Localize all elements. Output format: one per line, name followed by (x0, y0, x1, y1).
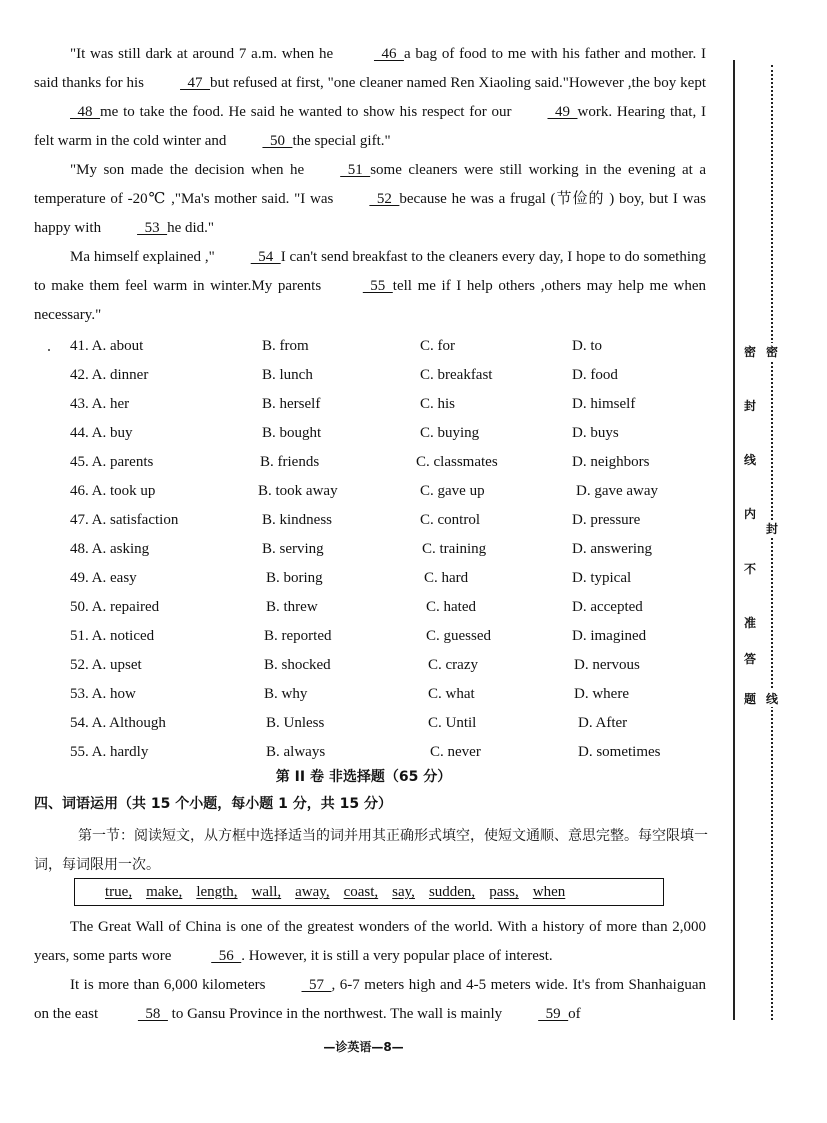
answer-blank: 59 (538, 1006, 569, 1022)
answer-blank: 46 (373, 46, 404, 62)
option-c: C. never (430, 744, 481, 760)
word-bank-item: say, (392, 884, 415, 900)
passage-text: The Great Wall of China is one of the greatest wonders of the world. With a history of more than 2,000 years, some parts wore (34, 919, 706, 964)
option-a: 54. A. Although (70, 715, 166, 731)
option-d: D. gave away (576, 483, 659, 499)
option-d: D. pressure (572, 512, 641, 528)
question-row (0, 332, 727, 361)
instructions (34, 822, 710, 880)
passage-text: but refused at first, "one cleaner named Ren Xiaoling said."However ,the boy kept (210, 75, 706, 91)
passage-text: the special gift." (292, 133, 391, 149)
option-c: C. hated (426, 599, 476, 615)
passage-text: "It was still dark at around 7 a.m. when he (70, 46, 338, 62)
option-b: B. reported (264, 628, 332, 644)
word-bank-item: pass, (489, 884, 519, 900)
option-b: B. shocked (264, 657, 331, 673)
question-row (0, 564, 727, 593)
question-row (0, 651, 727, 680)
volume-heading: 第 II 卷 非选择题（65 分） (275, 769, 452, 785)
seal-warning-char: 不 (743, 562, 756, 576)
seal-dotted-line (771, 65, 773, 1020)
passage-paragraph-1 (34, 40, 706, 156)
option-a: 50. A. repaired (70, 599, 160, 615)
option-d: D. answering (572, 541, 652, 557)
option-a: 43. A. her (70, 396, 130, 412)
option-c: C. gave up (420, 483, 485, 499)
option-c: C. Until (428, 715, 477, 731)
passage-text: tell me if I help others ,others may help me when necessary." (34, 278, 706, 323)
question-row (0, 593, 727, 622)
question-row (0, 506, 727, 535)
answer-blank: 54 (250, 249, 281, 265)
seal-warning-char: 答 (743, 652, 756, 666)
option-a: 55. A. hardly (70, 744, 149, 760)
question-row (0, 390, 727, 419)
option-d: D. neighbors (572, 454, 650, 470)
answer-blank: 52 (369, 191, 400, 207)
passage-text: me to take the food. He said he wanted to show his respect for our (100, 104, 512, 120)
option-a: 52. A. upset (70, 657, 142, 673)
option-c: C. classmates (416, 454, 498, 470)
option-a: 45. A. parents (70, 454, 154, 470)
answer-blank: 53 (137, 220, 168, 236)
passage-paragraph-3 (34, 243, 706, 330)
seal-line-char: 密 (765, 345, 778, 359)
option-c: C. guessed (426, 628, 491, 644)
passage2-paragraph-1 (34, 913, 706, 971)
part-heading: 四、词语运用（共 15 个小题，每小题 1 分，共 15 分） (34, 796, 392, 812)
passage-text: some cleaners were still working in the evening at a temperature of -20℃ ,"Ma's mother said. "I was (34, 162, 706, 207)
option-c: C. what (428, 686, 475, 702)
option-a: 47. A. satisfaction (70, 512, 179, 528)
passage-text: because he was a frugal (节俭的 ) boy, but I was happy with (34, 191, 707, 236)
option-b: B. friends (260, 454, 320, 470)
question-row (0, 738, 727, 767)
option-c: C. training (422, 541, 487, 557)
word-bank-item: make, (146, 884, 183, 900)
option-a: 53. A. how (70, 686, 136, 702)
option-b: B. herself (262, 396, 321, 412)
option-b: B. bought (262, 425, 322, 441)
question-row (0, 535, 727, 564)
option-b: B. from (262, 338, 309, 354)
page-footer: —诊英语—8— (323, 1040, 404, 1054)
passage-text: of (568, 1006, 581, 1022)
answer-blank: 47 (180, 75, 211, 91)
seal-warning-char: 密 (743, 345, 756, 359)
option-c: C. hard (424, 570, 469, 586)
option-a: 41. A. about (70, 338, 144, 354)
option-b: B. threw (266, 599, 318, 615)
option-b: B. boring (266, 570, 323, 586)
word-bank-item: sudden, (428, 884, 476, 900)
option-b: B. kindness (262, 512, 333, 528)
seal-warning-char: 线 (743, 453, 756, 467)
option-d: D. typical (572, 570, 632, 586)
answer-blank: 49 (547, 104, 578, 120)
option-a: 48. A. asking (70, 541, 150, 557)
seal-warning-char: 封 (743, 399, 756, 413)
answer-blank: 55 (362, 278, 393, 294)
option-d: D. accepted (572, 599, 643, 615)
seal-line-char: 封 (765, 522, 778, 536)
word-bank-item: true, (105, 884, 133, 900)
passage-text: he did." (167, 220, 215, 236)
option-c: C. his (420, 396, 456, 412)
passage-text: to Gansu Province in the northwest. The wall is mainly (167, 1006, 503, 1022)
option-d: D. where (574, 686, 629, 702)
option-d: D. buys (572, 425, 619, 441)
option-d: D. nervous (574, 657, 640, 673)
option-b: B. took away (258, 483, 338, 499)
seal-warning-char: 题 (743, 692, 756, 706)
passage-text: , 6-7 meters high and 4-5 meters wide. It's from Shanhaiguan on the east (34, 977, 706, 1022)
seal-line-char: 线 (765, 692, 778, 706)
word-bank-box (74, 878, 664, 906)
option-b: B. serving (262, 541, 324, 557)
instructions-text: 第一节：阅读短文，从方框中选择适当的词并用其正确形式填空，使短文通顺、意思完整。每空限填一词，每词限用一次。 (34, 828, 708, 873)
option-b: B. lunch (262, 367, 313, 383)
passage-text: I can't send breakfast to the cleaners every day, I hope to do something to make them feel warm in winter.My parents (34, 249, 706, 294)
option-a: 46. A. took up (70, 483, 156, 499)
word-bank-item: wall, (251, 884, 282, 900)
answer-blank: 51 (340, 162, 371, 178)
option-d: D. sometimes (578, 744, 661, 760)
word-bank-item: away, (295, 884, 330, 900)
seal-warning-char: 准 (743, 616, 756, 630)
passage-text: . However, it is still a very popular place of interest. (241, 948, 553, 964)
word-bank-item: length, (196, 884, 238, 900)
answer-blank: 50 (262, 133, 293, 149)
passage-text: Ma himself explained ," (70, 249, 215, 265)
option-d: D. himself (572, 396, 636, 412)
option-a: 51. A. noticed (70, 628, 155, 644)
question-row (0, 448, 727, 477)
option-c: C. buying (420, 425, 480, 441)
option-a: 42. A. dinner (70, 367, 149, 383)
option-d: D. After (578, 715, 628, 731)
passage-paragraph-2 (34, 156, 706, 243)
binding-margin-line (733, 60, 735, 1020)
option-b: B. always (266, 744, 326, 760)
answer-blank: 57 (301, 977, 332, 993)
option-b: B. why (264, 686, 308, 702)
option-c: C. breakfast (420, 367, 493, 383)
option-a: 44. A. buy (70, 425, 133, 441)
option-d: D. food (572, 367, 618, 383)
option-c: C. for (420, 338, 455, 354)
passage-text: "My son made the decision when he (70, 162, 305, 178)
question-row (0, 419, 727, 448)
question-row (0, 361, 727, 390)
question-row (0, 622, 727, 651)
passage-text: a bag of food to me with his father and mother. I said thanks for his (34, 46, 706, 91)
passage-text: It is more than 6,000 kilometers (70, 977, 266, 993)
answer-blank: 58 (137, 1006, 168, 1022)
option-c: C. control (420, 512, 480, 528)
question-row (0, 680, 727, 709)
passage2-paragraph-2 (34, 971, 706, 1029)
option-d: D. imagined (572, 628, 647, 644)
word-bank-item: when (532, 884, 566, 900)
answer-blank: 48 (70, 104, 100, 120)
word-bank-item: coast, (343, 884, 379, 900)
question-row (0, 477, 727, 506)
option-a: 49. A. easy (70, 570, 137, 586)
passage-text: work. Hearing that, I felt warm in the cold winter and (34, 104, 706, 149)
seal-warning-char: 内 (743, 507, 756, 521)
option-b: B. Unless (266, 715, 325, 731)
option-c: C. crazy (428, 657, 478, 673)
option-d: D. to (572, 338, 602, 354)
question-row (0, 709, 727, 738)
answer-blank: 56 (211, 948, 242, 964)
